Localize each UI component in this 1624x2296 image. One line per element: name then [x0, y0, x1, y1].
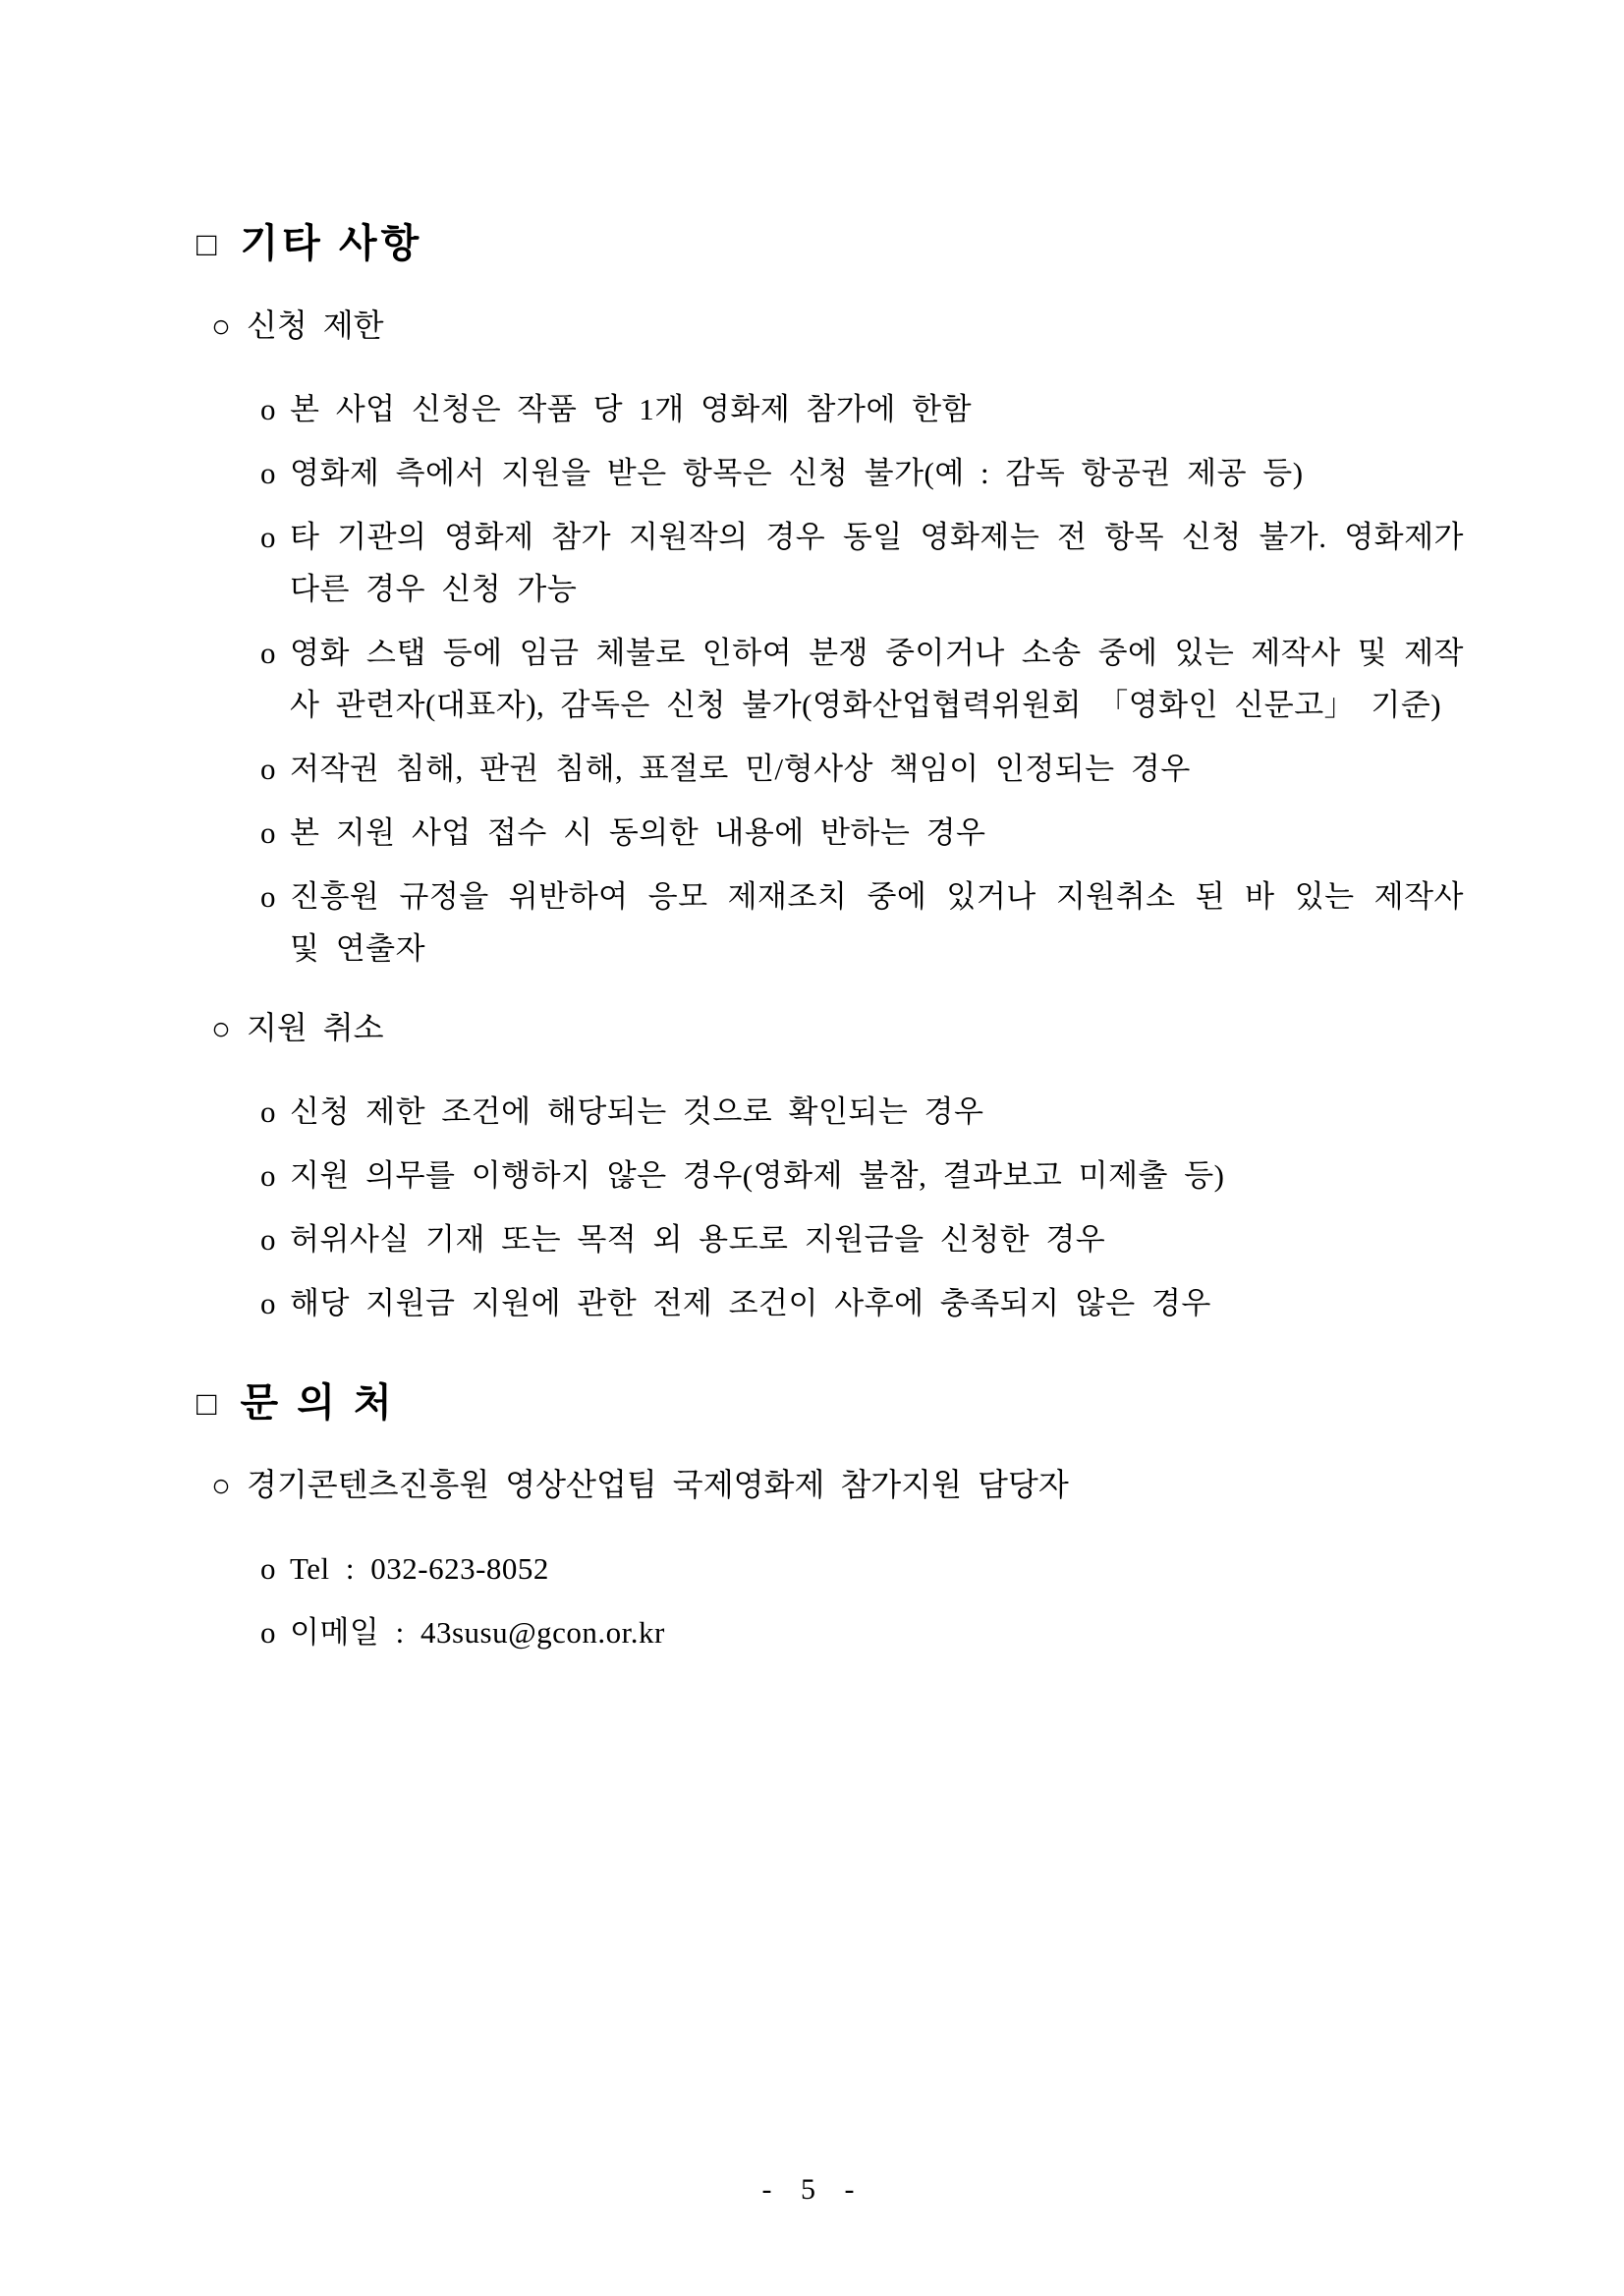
telephone-number: Tel : 032-623-8052 — [290, 1551, 549, 1586]
list-item — [260, 1277, 1464, 1329]
item-text: 해당 지원금 지원에 관한 전제 조건이 사후에 충족되지 않은 경우 — [290, 1286, 1211, 1320]
item-bullet: o — [260, 1222, 276, 1257]
item-text: 영화 스탭 등에 임금 체불로 인하여 분쟁 중이거나 소송 중에 있는 제작사 및 제작사 관련자(대표자), 감독은 신청 불가(영화산업협력위원회 「영화인 신문고」 기준) — [290, 636, 1464, 722]
item-text: 영화제 측에서 지원을 받은 항목은 신청 불가(예 : 감독 항공권 제공 등) — [290, 456, 1304, 490]
list-item — [260, 807, 1464, 859]
email-address: 이메일 : 43susu@gcon.or.kr — [290, 1615, 665, 1650]
item-text: 타 기관의 영화제 참가 지원작의 경우 동일 영화제는 전 항목 신청 불가. 영화제가 다른 경우 신청 가능 — [290, 520, 1464, 606]
list-item — [260, 1213, 1464, 1265]
section-heading — [196, 1380, 1464, 1428]
item-bullet: o — [260, 520, 276, 554]
item-text: 신청 제한 조건에 해당되는 것으로 확인되는 경우 — [290, 1094, 984, 1129]
circle-bullet-icon: ○ — [211, 1469, 231, 1504]
group-title: 신청 제한 — [246, 308, 384, 343]
section-title: 문 의 처 — [240, 1381, 396, 1425]
list-item — [260, 1086, 1464, 1138]
group-title: 경기콘텐츠진흥원 영상산업팀 국제영화제 참가지원 담당자 — [246, 1467, 1069, 1502]
group-support-cancellation — [211, 1002, 1464, 1329]
item-text: 진흥원 규정을 위반하여 응모 제재조치 중에 있거나 지원취소 된 바 있는 제작사 및 연출자 — [290, 879, 1464, 966]
item-bullet: o — [260, 879, 276, 914]
list-item — [260, 743, 1464, 795]
item-bullet: o — [260, 752, 276, 786]
item-bullet: o — [260, 1551, 276, 1586]
item-text: 저작권 침해, 판권 침해, 표절로 민/형사상 책임이 인정되는 경우 — [290, 752, 1191, 786]
item-bullet: o — [260, 636, 276, 670]
item-text: 지원 의무를 이행하지 않은 경우(영화제 불참, 결과보고 미제출 등) — [290, 1158, 1225, 1193]
circle-bullet-icon: ○ — [211, 309, 231, 345]
square-bullet-icon: □ — [196, 1385, 217, 1423]
list-item — [260, 511, 1464, 615]
group-heading — [211, 1459, 1464, 1511]
item-text: 허위사실 기재 또는 목적 외 용도로 지원금을 신청한 경우 — [290, 1222, 1106, 1257]
list-item — [260, 870, 1464, 975]
page-number: - 5 - — [761, 2173, 863, 2206]
item-text: 본 지원 사업 접수 시 동의한 내용에 반하는 경우 — [290, 815, 986, 850]
item-list — [260, 1086, 1464, 1329]
item-text: 본 사업 신청은 작품 당 1개 영화제 참가에 한함 — [290, 392, 973, 426]
list-item — [260, 447, 1464, 499]
item-bullet: o — [260, 815, 276, 850]
group-heading — [211, 300, 1464, 352]
list-item-email — [260, 1606, 1464, 1658]
section-title: 기타 사항 — [240, 222, 423, 265]
circle-bullet-icon: ○ — [211, 1012, 231, 1047]
item-bullet: o — [260, 392, 276, 426]
item-bullet: o — [260, 456, 276, 490]
item-bullet: o — [260, 1158, 276, 1193]
item-bullet: o — [260, 1286, 276, 1320]
item-list — [260, 383, 1464, 975]
section-heading — [196, 221, 1464, 268]
square-bullet-icon: □ — [196, 226, 217, 263]
item-bullet: o — [260, 1094, 276, 1129]
item-list — [260, 1542, 1464, 1658]
group-application-restrictions — [211, 300, 1464, 975]
group-contact-person — [211, 1459, 1464, 1658]
section-contact — [196, 1380, 1464, 1658]
list-item-telephone — [260, 1542, 1464, 1595]
list-item — [260, 383, 1464, 435]
section-other-matters — [196, 221, 1464, 1329]
group-title: 지원 취소 — [246, 1010, 384, 1045]
list-item — [260, 627, 1464, 731]
group-heading — [211, 1002, 1464, 1054]
item-bullet: o — [260, 1615, 276, 1650]
list-item — [260, 1149, 1464, 1202]
